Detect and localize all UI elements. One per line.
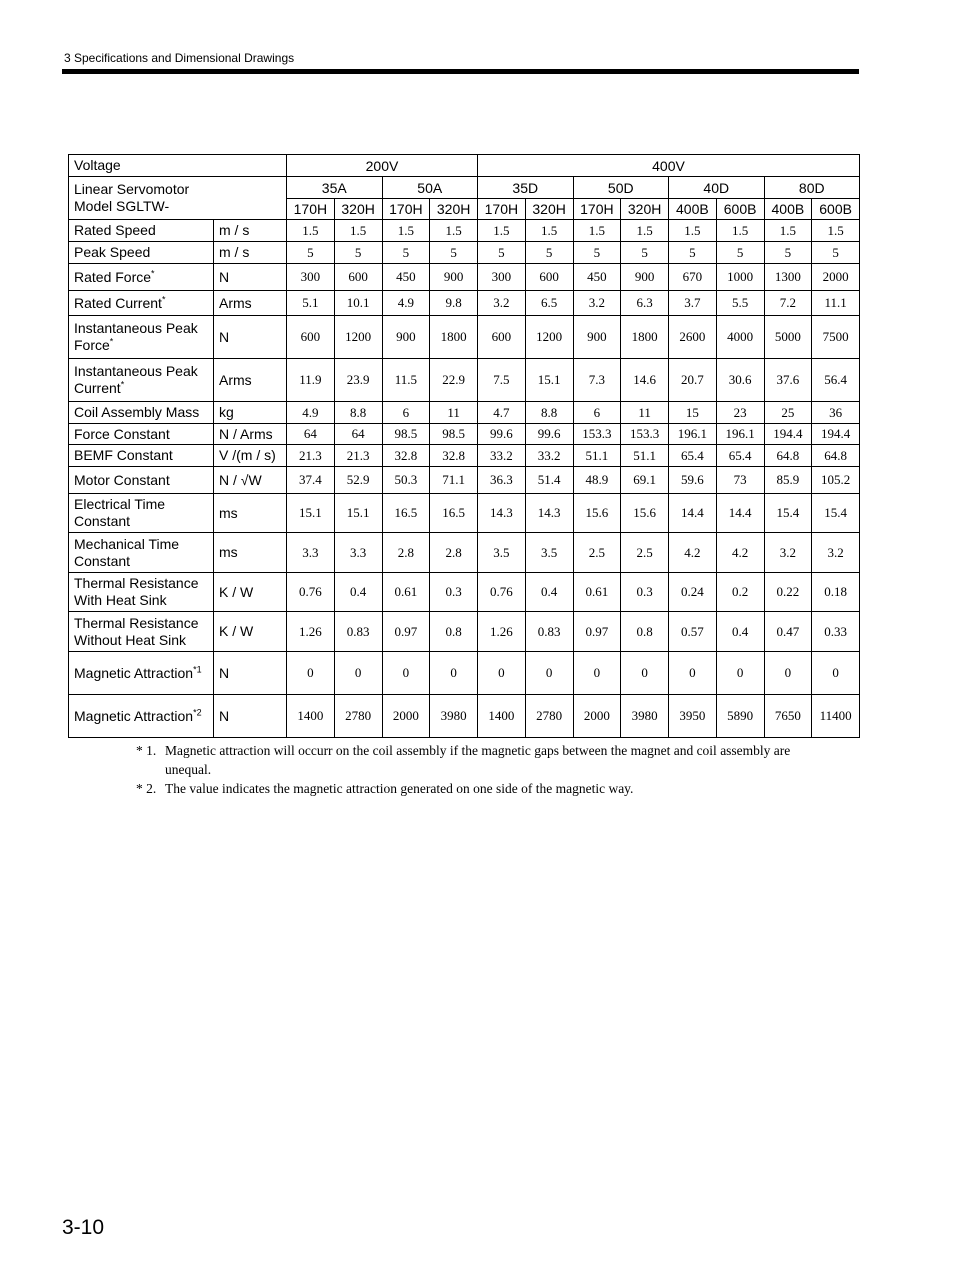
table-cell: 3.2 [478, 291, 526, 316]
table-cell: 1.5 [669, 220, 717, 242]
table-cell: 14.4 [716, 494, 764, 533]
row-label-text: Rated Speed [74, 222, 156, 238]
table-cell: 22.9 [430, 359, 478, 402]
table-cell: 52.9 [334, 467, 382, 494]
table-cell: 5 [382, 242, 430, 264]
row-unit: N [214, 695, 287, 738]
table-cell: 0.33 [812, 612, 860, 652]
table-cell: 98.5 [430, 424, 478, 445]
table-cell: 0.3 [621, 573, 669, 612]
table-cell: 5.5 [716, 291, 764, 316]
table-cell: 5 [287, 242, 335, 264]
table-cell: 0.24 [669, 573, 717, 612]
table-cell: 0.18 [812, 573, 860, 612]
table-cell: 0 [621, 652, 669, 695]
row-label [69, 494, 214, 533]
table-cell: 10.1 [334, 291, 382, 316]
sub-model: 320H [621, 199, 669, 220]
table-cell: 3.3 [334, 533, 382, 573]
table-cell: 0.61 [382, 573, 430, 612]
table-cell: 2600 [669, 316, 717, 359]
table-cell: 7650 [764, 695, 812, 738]
table-cell: 0.8 [430, 612, 478, 652]
table-cell: 14.3 [478, 494, 526, 533]
table-cell: 450 [382, 264, 430, 291]
table-row [69, 264, 860, 291]
row-label [69, 291, 214, 316]
table-cell: 71.1 [430, 467, 478, 494]
table-cell: 15 [669, 402, 717, 424]
model-group: 50A [382, 177, 478, 199]
row-label-text: Coil Assembly Mass [74, 404, 200, 420]
table-cell: 2.8 [382, 533, 430, 573]
model-label [69, 177, 287, 220]
footnotes [136, 741, 836, 798]
table-cell: 5 [621, 242, 669, 264]
model-group-row [69, 177, 860, 199]
footnote [136, 741, 836, 779]
table-cell: 600 [287, 316, 335, 359]
row-unit: K / W [214, 573, 287, 612]
row-label-text: Thermal Resistance With Heat Sink [74, 575, 199, 608]
table-cell: 5 [478, 242, 526, 264]
table-cell: 59.6 [669, 467, 717, 494]
table-cell: 15.6 [621, 494, 669, 533]
sub-model: 400B [764, 199, 812, 220]
table-cell: 1800 [430, 316, 478, 359]
table-row [69, 695, 860, 738]
table-cell: 1.5 [478, 220, 526, 242]
row-label [69, 264, 214, 291]
footnote-ref: *1 [193, 663, 202, 674]
footnote-ref: * [109, 336, 114, 347]
table-cell: 8.8 [525, 402, 573, 424]
table-cell: 11 [621, 402, 669, 424]
table-cell: 3.2 [764, 533, 812, 573]
table-cell: 0.76 [287, 573, 335, 612]
section-header: 3 Specifications and Dimensional Drawings [64, 51, 295, 65]
row-label-text: BEMF Constant [74, 447, 173, 463]
row-unit: N [214, 264, 287, 291]
sub-model: 600B [716, 199, 764, 220]
row-label [69, 695, 214, 738]
spec-table [68, 154, 860, 738]
row-unit: m / s [214, 220, 287, 242]
table-cell: 1.5 [621, 220, 669, 242]
voltage-row [69, 155, 860, 177]
table-cell: 0.76 [478, 573, 526, 612]
table-cell: 4.9 [287, 402, 335, 424]
table-cell: 11400 [812, 695, 860, 738]
row-unit: N [214, 652, 287, 695]
table-cell: 0.83 [525, 612, 573, 652]
table-cell: 300 [478, 264, 526, 291]
table-cell: 2780 [525, 695, 573, 738]
table-cell: 0.83 [334, 612, 382, 652]
table-cell: 0.4 [716, 612, 764, 652]
table-cell: 0 [716, 652, 764, 695]
table-cell: 1.5 [764, 220, 812, 242]
table-cell: 900 [382, 316, 430, 359]
table-cell: 196.1 [716, 424, 764, 445]
table-cell: 85.9 [764, 467, 812, 494]
row-label [69, 316, 214, 359]
sub-model: 600B [812, 199, 860, 220]
table-cell: 5 [716, 242, 764, 264]
table-cell: 0 [669, 652, 717, 695]
row-unit: kg [214, 402, 287, 424]
table-cell: 4.2 [669, 533, 717, 573]
row-label-text: Rated Current [74, 294, 162, 311]
table-cell: 450 [573, 264, 621, 291]
row-label [69, 573, 214, 612]
table-cell: 1000 [716, 264, 764, 291]
row-unit: V /(m / s) [214, 445, 287, 467]
row-label [69, 359, 214, 402]
table-cell: 16.5 [382, 494, 430, 533]
table-cell: 15.6 [573, 494, 621, 533]
table-row [69, 467, 860, 494]
voltage-label: Voltage [69, 155, 287, 177]
table-cell: 2000 [812, 264, 860, 291]
model-group: 50D [573, 177, 669, 199]
table-cell: 0.3 [430, 573, 478, 612]
sub-model: 320H [430, 199, 478, 220]
table-cell: 48.9 [573, 467, 621, 494]
footnote [136, 779, 836, 798]
row-unit: m / s [214, 242, 287, 264]
table-cell: 2000 [382, 695, 430, 738]
row-unit: Arms [214, 359, 287, 402]
table-cell: 9.8 [430, 291, 478, 316]
table-cell: 1400 [478, 695, 526, 738]
row-label-text: Force Constant [74, 425, 170, 442]
table-cell: 4.7 [478, 402, 526, 424]
table-cell: 300 [287, 264, 335, 291]
table-cell: 32.8 [382, 445, 430, 467]
table-cell: 2.5 [573, 533, 621, 573]
table-cell: 196.1 [669, 424, 717, 445]
table-cell: 900 [621, 264, 669, 291]
table-cell: 105.2 [812, 467, 860, 494]
header-rule [62, 69, 859, 74]
table-row [69, 242, 860, 264]
table-cell: 0 [764, 652, 812, 695]
table-cell: 50.3 [382, 467, 430, 494]
table-cell: 3.5 [478, 533, 526, 573]
table-cell: 7.5 [478, 359, 526, 402]
table-cell: 153.3 [621, 424, 669, 445]
table-cell: 5 [334, 242, 382, 264]
table-cell: 15.1 [287, 494, 335, 533]
table-cell: 15.1 [525, 359, 573, 402]
table-row [69, 220, 860, 242]
table-cell: 0.2 [716, 573, 764, 612]
row-unit: N / √W [214, 467, 287, 494]
table-cell: 6 [573, 402, 621, 424]
table-row [69, 494, 860, 533]
table-cell: 73 [716, 467, 764, 494]
table-cell: 4.9 [382, 291, 430, 316]
sub-model: 170H [287, 199, 335, 220]
row-label-text: Electrical Time Constant [74, 496, 166, 529]
table-cell: 3.5 [525, 533, 573, 573]
table-cell: 69.1 [621, 467, 669, 494]
table-cell: 1200 [525, 316, 573, 359]
table-cell: 5890 [716, 695, 764, 738]
sub-model: 170H [382, 199, 430, 220]
table-cell: 56.4 [812, 359, 860, 402]
table-row [69, 612, 860, 652]
table-cell: 1.5 [334, 220, 382, 242]
table-cell: 21.3 [287, 445, 335, 467]
table-cell: 670 [669, 264, 717, 291]
table-cell: 194.4 [764, 424, 812, 445]
table-cell: 2.8 [430, 533, 478, 573]
table-cell: 15.4 [812, 494, 860, 533]
table-cell: 15.1 [334, 494, 382, 533]
table-cell: 900 [430, 264, 478, 291]
table-cell: 3980 [621, 695, 669, 738]
model-group: 80D [764, 177, 860, 199]
footnote-ref: *2 [193, 706, 202, 717]
row-label [69, 424, 214, 445]
table-cell: 15.4 [764, 494, 812, 533]
row-label-text: Thermal Resistance Without Heat Sink [74, 614, 199, 648]
row-unit: K / W [214, 612, 287, 652]
table-cell: 3.3 [287, 533, 335, 573]
voltage-group-400v: 400V [478, 155, 860, 177]
table-row [69, 291, 860, 316]
table-cell: 51.1 [573, 445, 621, 467]
row-label [69, 612, 214, 652]
table-cell: 5.1 [287, 291, 335, 316]
table-cell: 51.1 [621, 445, 669, 467]
row-unit: ms [214, 533, 287, 573]
table-cell: 3980 [430, 695, 478, 738]
table-cell: 6 [382, 402, 430, 424]
table-row [69, 316, 860, 359]
table-cell: 64.8 [764, 445, 812, 467]
table-cell: 3.2 [812, 533, 860, 573]
sub-model: 320H [334, 199, 382, 220]
table-cell: 0 [430, 652, 478, 695]
row-label-text: Motor Constant [74, 471, 170, 488]
footnote-text: The value indicates the magnetic attraction generated on one side of the magnetic way. [165, 781, 634, 796]
table-cell: 14.4 [669, 494, 717, 533]
table-cell: 153.3 [573, 424, 621, 445]
table-cell: 0.8 [621, 612, 669, 652]
table-cell: 33.2 [525, 445, 573, 467]
row-unit: ms [214, 494, 287, 533]
footnote-ref: * [151, 267, 155, 278]
sub-model: 170H [573, 199, 621, 220]
table-cell: 1.5 [287, 220, 335, 242]
model-label-line1: Linear Servomotor [74, 181, 190, 197]
sub-model: 400B [669, 199, 717, 220]
row-label [69, 652, 214, 695]
table-cell: 0.4 [334, 573, 382, 612]
table-cell: 0 [525, 652, 573, 695]
table-cell: 5 [573, 242, 621, 264]
row-label-text: Magnetic Attraction [74, 664, 194, 681]
table-cell: 0 [812, 652, 860, 695]
table-cell: 37.4 [287, 467, 335, 494]
table-cell: 1300 [764, 264, 812, 291]
table-cell: 32.8 [430, 445, 478, 467]
table-cell: 0.97 [573, 612, 621, 652]
table-cell: 0.47 [764, 612, 812, 652]
table-cell: 0.22 [764, 573, 812, 612]
table-cell: 1400 [287, 695, 335, 738]
table-cell: 98.5 [382, 424, 430, 445]
row-label-text: Peak Speed [74, 244, 151, 260]
page-number: 3-10 [62, 1216, 105, 1239]
table-cell: 0.4 [525, 573, 573, 612]
table-cell: 3950 [669, 695, 717, 738]
footnote-mark: * 2. [136, 781, 157, 796]
table-cell: 36 [812, 402, 860, 424]
table-cell: 65.4 [716, 445, 764, 467]
row-label [69, 533, 214, 573]
table-cell: 194.4 [812, 424, 860, 445]
table-cell: 5000 [764, 316, 812, 359]
table-cell: 51.4 [525, 467, 573, 494]
table-cell: 0.61 [573, 573, 621, 612]
table-cell: 11 [430, 402, 478, 424]
table-cell: 1.26 [478, 612, 526, 652]
table-cell: 99.6 [525, 424, 573, 445]
table-cell: 23.9 [334, 359, 382, 402]
table-cell: 7.2 [764, 291, 812, 316]
table-cell: 2000 [573, 695, 621, 738]
table-cell: 3.7 [669, 291, 717, 316]
table-cell: 0 [287, 652, 335, 695]
table-cell: 2.5 [621, 533, 669, 573]
table-cell: 600 [478, 316, 526, 359]
model-group: 40D [669, 177, 765, 199]
table-cell: 1.5 [382, 220, 430, 242]
table-cell: 23 [716, 402, 764, 424]
row-label-text: Mechanical Time Constant [74, 535, 180, 569]
sub-model: 320H [525, 199, 573, 220]
table-cell: 11.5 [382, 359, 430, 402]
table-cell: 25 [764, 402, 812, 424]
table-cell: 900 [573, 316, 621, 359]
row-label-text: Magnetic Attraction [74, 707, 194, 724]
table-cell: 5 [430, 242, 478, 264]
table-cell: 1800 [621, 316, 669, 359]
table-cell: 0 [334, 652, 382, 695]
table-cell: 7500 [812, 316, 860, 359]
footnote-mark: * 1. [136, 743, 157, 758]
table-cell: 600 [525, 264, 573, 291]
table-cell: 6.5 [525, 291, 573, 316]
table-cell: 16.5 [430, 494, 478, 533]
table-cell: 5 [669, 242, 717, 264]
table-cell: 6.3 [621, 291, 669, 316]
table-cell: 4000 [716, 316, 764, 359]
footnote-text: Magnetic attraction will occurr on the coil assembly if the magnetic gaps between the magnet and coil assembly are unequal. [165, 743, 791, 777]
table-cell: 1.5 [430, 220, 478, 242]
row-unit: N / Arms [214, 424, 287, 445]
table-cell: 14.3 [525, 494, 573, 533]
row-unit: N [214, 316, 287, 359]
table-cell: 65.4 [669, 445, 717, 467]
table-cell: 3.2 [573, 291, 621, 316]
table-row [69, 533, 860, 573]
table-cell: 600 [334, 264, 382, 291]
table-cell: 64 [287, 424, 335, 445]
table-row [69, 359, 860, 402]
table-cell: 1200 [334, 316, 382, 359]
table-cell: 5 [764, 242, 812, 264]
row-label [69, 242, 214, 264]
table-cell: 1.26 [287, 612, 335, 652]
table-row [69, 424, 860, 445]
model-label-line2: Model SGLTW- [74, 198, 170, 214]
table-row [69, 573, 860, 612]
table-cell: 0 [478, 652, 526, 695]
table-cell: 99.6 [478, 424, 526, 445]
table-row [69, 402, 860, 424]
table-cell: 30.6 [716, 359, 764, 402]
table-cell: 0 [573, 652, 621, 695]
voltage-group-200v: 200V [287, 155, 478, 177]
table-cell: 11.1 [812, 291, 860, 316]
model-group: 35D [478, 177, 574, 199]
row-unit: Arms [214, 291, 287, 316]
table-cell: 21.3 [334, 445, 382, 467]
table-cell: 37.6 [764, 359, 812, 402]
row-label [69, 220, 214, 242]
sub-model: 170H [478, 199, 526, 220]
table-cell: 64 [334, 424, 382, 445]
table-cell: 11.9 [287, 359, 335, 402]
row-label [69, 402, 214, 424]
table-cell: 0.57 [669, 612, 717, 652]
model-group: 35A [287, 177, 383, 199]
table-cell: 5 [525, 242, 573, 264]
table-cell: 20.7 [669, 359, 717, 402]
row-label-text: Rated Force [74, 268, 152, 285]
table-cell: 1.5 [812, 220, 860, 242]
table-cell: 2780 [334, 695, 382, 738]
table-cell: 1.5 [573, 220, 621, 242]
row-label [69, 467, 214, 494]
table-cell: 14.6 [621, 359, 669, 402]
row-label-text: Instantaneous Peak Current [74, 363, 198, 396]
table-cell: 5 [812, 242, 860, 264]
table-cell: 1.5 [716, 220, 764, 242]
table-cell: 33.2 [478, 445, 526, 467]
footnote-ref: * [161, 293, 166, 304]
row-label [69, 445, 214, 467]
row-label-text: Instantaneous Peak Force [74, 320, 198, 353]
table-row [69, 652, 860, 695]
table-cell: 0.97 [382, 612, 430, 652]
table-cell: 64.8 [812, 445, 860, 467]
table-cell: 1.5 [525, 220, 573, 242]
table-cell: 0 [382, 652, 430, 695]
table-row [69, 445, 860, 467]
table-cell: 4.2 [716, 533, 764, 573]
table-cell: 8.8 [334, 402, 382, 424]
table-cell: 36.3 [478, 467, 526, 494]
footnote-ref: * [120, 379, 125, 390]
table-cell: 7.3 [573, 359, 621, 402]
